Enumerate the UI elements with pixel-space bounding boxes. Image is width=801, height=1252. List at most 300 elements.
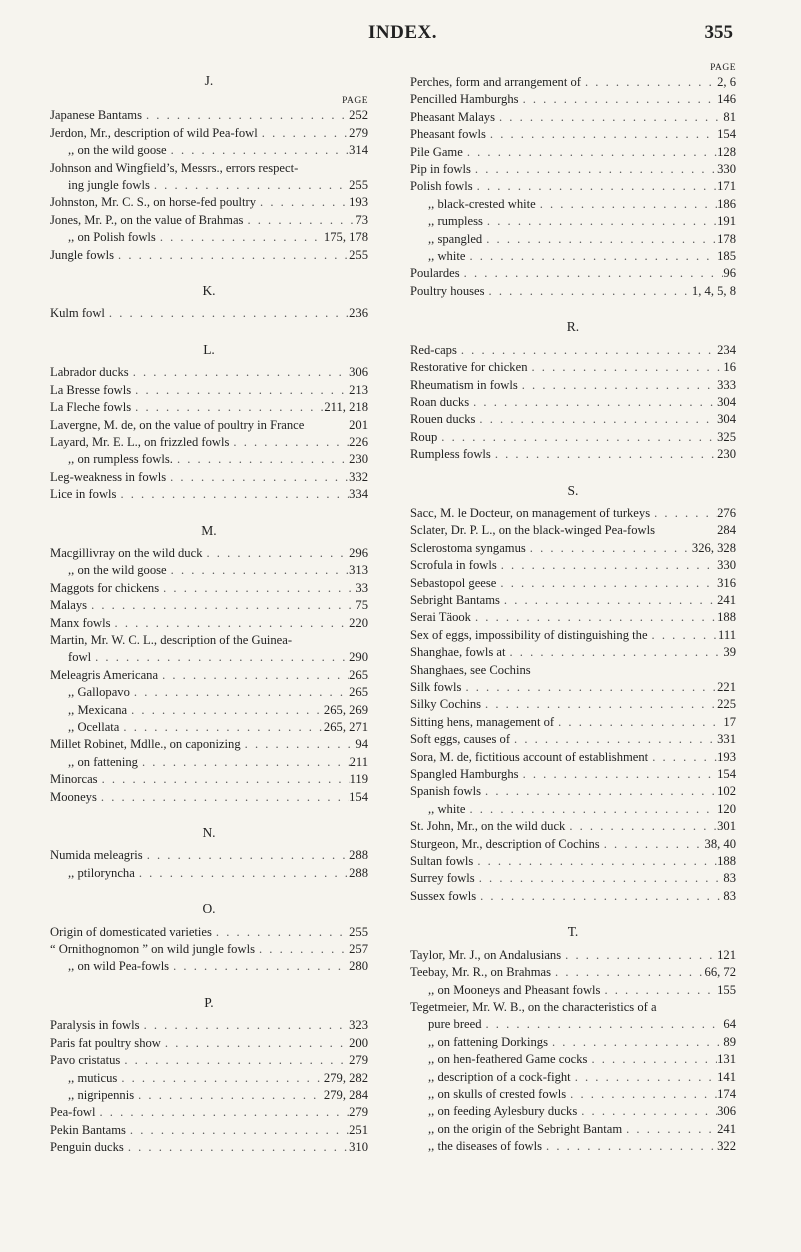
index-term: “ Ornithognomon ” on wild jungle fowls bbox=[50, 942, 255, 957]
leader-dots bbox=[167, 142, 349, 159]
index-term: Japanese Bantams bbox=[50, 108, 142, 123]
leader-dots bbox=[258, 125, 349, 142]
index-entry bbox=[410, 283, 736, 300]
index-term: Pencilled Hamburghs bbox=[410, 92, 519, 107]
index-page-ref: 236 bbox=[349, 306, 368, 321]
index-entry bbox=[410, 947, 736, 964]
index-entry bbox=[50, 1087, 368, 1104]
index-page-ref: 288 bbox=[349, 865, 368, 880]
index-term: Sacc, M. le Docteur, on management of turkeys bbox=[410, 505, 651, 520]
index-term: ,, black-crested white bbox=[428, 196, 536, 211]
index-entry bbox=[50, 667, 368, 684]
leader-dots bbox=[126, 1122, 349, 1139]
leader-dots bbox=[469, 394, 717, 411]
index-entry bbox=[50, 1070, 368, 1087]
index-term: Sclerostoma syngamus bbox=[410, 540, 526, 555]
leader-dots bbox=[229, 434, 349, 451]
index-page-ref: 39 bbox=[723, 645, 736, 660]
index-entry bbox=[50, 212, 368, 229]
index-term: Pheasant Malays bbox=[410, 109, 495, 124]
leader-dots bbox=[243, 212, 355, 229]
index-entry bbox=[410, 662, 736, 679]
index-page-ref: 330 bbox=[717, 162, 736, 177]
leader-dots bbox=[256, 194, 349, 211]
index-page-ref: 325 bbox=[717, 429, 736, 444]
index-page-ref: 175, 178 bbox=[323, 230, 368, 245]
index-entry bbox=[50, 125, 368, 142]
leader-dots bbox=[471, 609, 717, 626]
leader-dots bbox=[551, 964, 705, 981]
index-term: Polish fowls bbox=[410, 179, 473, 194]
leader-dots bbox=[482, 231, 717, 248]
index-term: ,, muticus bbox=[68, 1070, 118, 1085]
index-entry bbox=[410, 1086, 736, 1103]
index-entry bbox=[50, 247, 368, 264]
index-term: ,, on Polish fowls bbox=[68, 230, 156, 245]
index-entry bbox=[410, 999, 736, 1016]
index-page-ref: 304 bbox=[717, 394, 736, 409]
index-term: ,, Gallopavo bbox=[68, 685, 130, 700]
index-term: Origin of domesticated varieties bbox=[50, 924, 212, 939]
leader-dots bbox=[622, 1121, 717, 1138]
leader-dots bbox=[475, 411, 717, 428]
leader-dots bbox=[131, 382, 349, 399]
index-page-ref: 38, 40 bbox=[704, 836, 736, 851]
section-spacer bbox=[410, 905, 736, 913]
index-term: ,, ptiloryncha bbox=[68, 865, 135, 880]
page-number: 355 bbox=[704, 22, 733, 43]
index-entry bbox=[50, 160, 368, 177]
index-term: Silk fowls bbox=[410, 680, 462, 694]
index-page-ref: 252 bbox=[349, 108, 368, 123]
index-term: ,, the diseases of fowls bbox=[428, 1139, 543, 1154]
index-entry bbox=[50, 684, 368, 701]
index-entry bbox=[50, 649, 368, 666]
index-term: ,, spangled bbox=[428, 231, 483, 246]
index-entry bbox=[50, 941, 368, 958]
leader-dots bbox=[461, 679, 717, 696]
index-page-ref: 131 bbox=[717, 1052, 736, 1067]
index-page-ref: 330 bbox=[717, 558, 736, 573]
index-entry bbox=[410, 964, 736, 981]
section-spacer bbox=[50, 882, 368, 890]
index-entry bbox=[410, 766, 736, 783]
index-term: Sussex fowls bbox=[410, 888, 477, 903]
index-page-ref: 279, 282 bbox=[323, 1070, 368, 1085]
index-page-ref: 226 bbox=[349, 434, 368, 449]
leader-dots bbox=[648, 749, 717, 766]
index-entry bbox=[410, 836, 736, 853]
index-page-ref: 334 bbox=[349, 487, 368, 502]
index-term: Spangled Hamburghs bbox=[410, 767, 519, 782]
index-entry bbox=[410, 888, 736, 905]
index-term: ,, rumpless bbox=[428, 214, 483, 229]
index-entry bbox=[410, 505, 736, 522]
index-term: ,, Ocellata bbox=[68, 720, 120, 734]
index-entry bbox=[410, 627, 736, 644]
leader-dots bbox=[158, 667, 349, 684]
index-entry bbox=[410, 429, 736, 446]
leader-dots bbox=[156, 229, 324, 246]
index-entry bbox=[50, 177, 368, 194]
section-letter: O. bbox=[202, 901, 216, 917]
index-entry bbox=[50, 789, 368, 806]
index-entry bbox=[410, 575, 736, 592]
index-entry bbox=[410, 540, 736, 557]
index-term: Taylor, Mr. J., on Andalusians bbox=[410, 947, 562, 962]
index-entry bbox=[410, 377, 736, 394]
leader-dots bbox=[117, 1070, 324, 1087]
index-entry bbox=[50, 194, 368, 211]
index-entry bbox=[410, 818, 736, 835]
page-column-label: PAGE bbox=[342, 96, 368, 107]
leader-dots bbox=[486, 126, 717, 143]
index-page-ref: 66, 72 bbox=[704, 965, 736, 980]
index-term: Manx fowls bbox=[50, 615, 111, 630]
leader-dots bbox=[473, 853, 717, 870]
index-entry bbox=[50, 580, 368, 597]
index-entry bbox=[50, 107, 368, 124]
index-term: St. John, Mr., on the wild duck bbox=[410, 819, 566, 834]
leader-dots bbox=[500, 592, 717, 609]
index-term: Paris fat poultry show bbox=[50, 1035, 161, 1050]
index-entry bbox=[50, 1035, 368, 1052]
index-entry bbox=[410, 213, 736, 230]
index-term: Sebright Bantams bbox=[410, 592, 500, 607]
index-page-ref: 102 bbox=[717, 784, 736, 799]
index-page-ref: 225 bbox=[717, 697, 736, 712]
index-term: Numida meleagris bbox=[50, 848, 143, 863]
index-term: ,, white bbox=[428, 249, 466, 264]
leader-dots bbox=[255, 941, 349, 958]
index-page-ref: 279, 284 bbox=[323, 1087, 368, 1102]
index-term: ,, on rumpless fowls. bbox=[68, 452, 173, 467]
index-page-ref: 185 bbox=[717, 249, 736, 264]
leader-dots bbox=[463, 144, 717, 161]
index-page-ref: 213 bbox=[349, 382, 368, 397]
leader-dots bbox=[542, 1138, 717, 1155]
index-page-ref: 331 bbox=[717, 732, 736, 747]
index-page-ref: 279 bbox=[349, 125, 368, 140]
index-page-ref: 188 bbox=[717, 610, 736, 625]
leader-dots bbox=[124, 1139, 349, 1156]
leader-dots bbox=[497, 557, 717, 574]
index-page-ref: 304 bbox=[717, 412, 736, 427]
index-entry bbox=[410, 342, 736, 359]
index-entry bbox=[410, 109, 736, 126]
leader-dots bbox=[97, 789, 349, 806]
leader-dots bbox=[173, 451, 349, 468]
index-page-ref: 94 bbox=[355, 737, 368, 752]
leader-dots bbox=[119, 719, 324, 736]
index-page-ref: 333 bbox=[717, 377, 736, 392]
index-term: Shanghae, fowls at bbox=[410, 645, 506, 660]
leader-dots bbox=[203, 545, 350, 562]
index-page-ref: 290 bbox=[349, 650, 368, 665]
index-page-ref: 326, 328 bbox=[691, 540, 736, 555]
leader-dots bbox=[140, 1017, 350, 1034]
index-term: Surrey fowls bbox=[410, 871, 475, 886]
index-entry bbox=[410, 1051, 736, 1068]
index-page-ref: 306 bbox=[349, 365, 368, 380]
index-entry bbox=[410, 126, 736, 143]
leader-dots bbox=[87, 597, 355, 614]
index-term: Lavergne, M. de, on the value of poultry in France bbox=[50, 417, 305, 432]
index-entry bbox=[50, 142, 368, 159]
index-term: ,, nigripennis bbox=[68, 1087, 135, 1102]
index-entry bbox=[50, 1052, 368, 1069]
index-entry bbox=[50, 597, 368, 614]
index-entry bbox=[410, 982, 736, 999]
index-entry bbox=[50, 486, 368, 503]
index-term: La Fleche fowls bbox=[50, 400, 132, 415]
index-term: Sex of eggs, impossibility of distinguishing the bbox=[410, 627, 648, 642]
index-page-ref: 186 bbox=[717, 196, 736, 211]
leader-dots bbox=[134, 1087, 324, 1104]
index-term: Labrador ducks bbox=[50, 365, 129, 380]
index-page-ref: 191 bbox=[717, 214, 736, 229]
index-entry bbox=[410, 1016, 736, 1033]
index-page-ref: 220 bbox=[349, 615, 368, 630]
index-term: pure breed bbox=[428, 1017, 482, 1032]
index-page-ref: 241 bbox=[717, 1121, 736, 1136]
index-term: Rumpless fowls bbox=[410, 447, 491, 462]
index-entry bbox=[50, 1122, 368, 1139]
index-entry bbox=[50, 865, 368, 882]
index-page-ref: 201 bbox=[349, 417, 368, 432]
leader-dots bbox=[465, 248, 717, 265]
leader-dots bbox=[471, 161, 717, 178]
leader-dots bbox=[526, 540, 692, 557]
index-entry bbox=[50, 719, 368, 736]
index-term: Paralysis in fowls bbox=[50, 1018, 140, 1033]
leader-dots bbox=[519, 766, 718, 783]
index-entry bbox=[410, 359, 736, 376]
index-page-ref: 306 bbox=[717, 1104, 736, 1119]
section-spacer bbox=[410, 1156, 736, 1164]
leader-dots bbox=[566, 1086, 717, 1103]
index-term: Pekin Bantams bbox=[50, 1122, 126, 1137]
leader-dots bbox=[577, 1103, 717, 1120]
index-term: Rouen ducks bbox=[410, 412, 476, 427]
index-page-ref: 154 bbox=[717, 127, 736, 142]
leader-dots bbox=[571, 1069, 717, 1086]
index-page-ref: 255 bbox=[349, 247, 368, 262]
index-entry bbox=[50, 229, 368, 246]
leader-dots bbox=[138, 754, 350, 771]
leader-dots bbox=[212, 924, 349, 941]
left-column bbox=[50, 62, 368, 1165]
index-page-ref: 234 bbox=[717, 342, 736, 357]
leader-dots bbox=[510, 731, 717, 748]
index-entry bbox=[410, 783, 736, 800]
index-term: Jones, Mr. P., on the value of Brahmas bbox=[50, 212, 244, 227]
index-page-ref: 296 bbox=[349, 545, 368, 560]
index-page-ref: 332 bbox=[349, 469, 368, 484]
section-spacer bbox=[50, 504, 368, 512]
index-page-ref: 279 bbox=[349, 1105, 368, 1120]
index-term: Minorcas bbox=[50, 772, 98, 787]
index-page-ref: 81 bbox=[723, 109, 736, 124]
leader-dots bbox=[135, 865, 349, 882]
index-entry bbox=[50, 305, 368, 322]
index-entry bbox=[410, 592, 736, 609]
index-entry bbox=[410, 196, 736, 213]
index-page-ref: 111 bbox=[718, 627, 736, 642]
index-page-ref: 146 bbox=[717, 92, 736, 107]
index-term: Martin, Mr. W. C. L., description of the Guinea- bbox=[50, 632, 293, 647]
section-spacer bbox=[50, 323, 368, 331]
index-entry bbox=[410, 394, 736, 411]
index-term: Johnson and Wingfield’s, Messrs., errors respect- bbox=[50, 160, 299, 175]
section-letter: M. bbox=[201, 522, 217, 538]
leader-dots bbox=[169, 958, 349, 975]
index-page-ref: 193 bbox=[717, 749, 736, 764]
leader-dots bbox=[159, 580, 355, 597]
index-term: Teebay, Mr. R., on Brahmas bbox=[410, 965, 552, 980]
leader-dots bbox=[481, 696, 717, 713]
leader-dots bbox=[491, 446, 717, 463]
index-entry bbox=[410, 714, 736, 731]
leader-dots bbox=[481, 783, 717, 800]
section-letter: K. bbox=[202, 283, 216, 299]
index-page-ref: 314 bbox=[349, 143, 368, 158]
section-spacer bbox=[50, 1157, 368, 1165]
index-term: Lice in fowls bbox=[50, 487, 117, 502]
leader-dots bbox=[167, 562, 349, 579]
index-entry bbox=[50, 771, 368, 788]
section-spacer bbox=[50, 264, 368, 272]
leader-dots bbox=[95, 1104, 349, 1121]
leader-dots bbox=[600, 836, 705, 853]
right-column bbox=[410, 62, 736, 1164]
index-term: Sturgeon, Mr., description of Cochins bbox=[410, 836, 600, 851]
index-page-ref: 255 bbox=[349, 924, 368, 939]
index-page-ref: 265, 271 bbox=[323, 720, 368, 734]
index-term: Jerdon, Mr., description of wild Pea-fowl bbox=[50, 125, 258, 140]
index-term: Millet Robinet, Mdlle., on caponizing bbox=[50, 737, 241, 752]
running-head-title: INDEX. bbox=[368, 22, 437, 43]
index-page-ref: 83 bbox=[723, 871, 736, 886]
index-page-ref: 211, 218 bbox=[324, 400, 368, 415]
index-term: Rheumatism in fowls bbox=[410, 377, 518, 392]
index-page-ref: 211 bbox=[349, 754, 368, 769]
leader-dots bbox=[495, 109, 723, 126]
index-term: Maggots for chickens bbox=[50, 580, 160, 595]
index-entry bbox=[50, 545, 368, 562]
index-entry bbox=[410, 644, 736, 661]
index-page-ref: 64 bbox=[723, 1017, 736, 1032]
index-term: ,, on the wild goose bbox=[68, 563, 167, 578]
index-page-ref: 251 bbox=[349, 1122, 368, 1137]
index-term: Leg-weakness in fowls bbox=[50, 469, 167, 484]
index-entry bbox=[410, 231, 736, 248]
leader-dots bbox=[581, 74, 717, 91]
index-term: Red-caps bbox=[410, 342, 457, 357]
index-entry bbox=[410, 265, 736, 282]
leader-dots bbox=[131, 399, 324, 416]
index-entry bbox=[410, 731, 736, 748]
leader-dots bbox=[482, 1016, 724, 1033]
index-entry bbox=[410, 1034, 736, 1051]
index-term: ,, on fattening bbox=[68, 754, 138, 769]
index-page-ref: 279 bbox=[349, 1053, 368, 1068]
index-entry bbox=[410, 522, 736, 539]
index-entry bbox=[50, 958, 368, 975]
index-term: Pavo cristatus bbox=[50, 1053, 121, 1068]
index-page-ref: 1, 4, 5, 8 bbox=[691, 283, 736, 298]
index-entry bbox=[410, 696, 736, 713]
index-term: Meleagris Americana bbox=[50, 667, 159, 682]
index-term: ,, Mexicana bbox=[68, 702, 128, 717]
leader-dots bbox=[127, 702, 324, 719]
index-term: Pip in fowls bbox=[410, 162, 471, 177]
leader-dots bbox=[548, 1034, 723, 1051]
section-spacer bbox=[50, 976, 368, 984]
index-term: Pheasant fowls bbox=[410, 127, 486, 142]
leader-dots bbox=[143, 847, 349, 864]
index-entry bbox=[410, 609, 736, 626]
index-page-ref: 119 bbox=[349, 772, 368, 787]
leader-dots bbox=[142, 107, 349, 124]
index-entry bbox=[410, 1138, 736, 1155]
index-page-ref: 313 bbox=[349, 563, 368, 578]
index-entry bbox=[50, 562, 368, 579]
section-letter: R. bbox=[566, 319, 580, 335]
index-term: Sebastopol geese bbox=[410, 575, 497, 590]
index-term: Perches, form and arrangement of bbox=[410, 75, 581, 89]
index-term: Shanghaes, see Cochins bbox=[410, 662, 531, 677]
index-term: Scrofula in fowls bbox=[410, 558, 497, 573]
leader-dots bbox=[120, 1052, 349, 1069]
index-term: Spanish fowls bbox=[410, 784, 482, 799]
index-entry bbox=[50, 1017, 368, 1034]
index-term: Sitting hens, management of bbox=[410, 714, 555, 729]
index-entry bbox=[410, 679, 736, 696]
index-term: Tegetmeier, Mr. W. B., on the characteristics of a bbox=[410, 999, 657, 1014]
leader-dots bbox=[565, 818, 717, 835]
index-term: Serai Täook bbox=[410, 610, 471, 625]
index-entry bbox=[50, 451, 368, 468]
index-entry bbox=[410, 248, 736, 265]
index-term: ,, on feeding Aylesbury ducks bbox=[428, 1104, 578, 1119]
leader-dots bbox=[105, 305, 349, 322]
index-term: Poultry houses bbox=[410, 283, 485, 298]
section-letter: T. bbox=[567, 924, 579, 940]
index-page-ref: 276 bbox=[717, 505, 736, 520]
index-page-ref: 33 bbox=[355, 580, 368, 595]
section-letter: J. bbox=[204, 73, 214, 88]
index-page-ref: 75 bbox=[355, 598, 368, 613]
leader-dots bbox=[485, 283, 692, 300]
leader-dots bbox=[241, 736, 356, 753]
index-entry bbox=[50, 847, 368, 864]
index-page-ref: 310 bbox=[349, 1140, 368, 1155]
leader-dots bbox=[518, 377, 717, 394]
leader-dots bbox=[476, 888, 723, 905]
index-term: Pile Game bbox=[410, 144, 463, 159]
leader-dots bbox=[483, 213, 717, 230]
leader-dots bbox=[161, 1035, 349, 1052]
index-term: La Bresse fowls bbox=[50, 382, 132, 397]
leader-dots bbox=[460, 265, 724, 282]
index-term: Sora, M. de, fictitious account of establishment bbox=[410, 749, 649, 764]
index-entry bbox=[50, 434, 368, 451]
index-term: Poulardes bbox=[410, 266, 460, 281]
index-page-ref: 128 bbox=[717, 144, 736, 159]
index-page-ref: 141 bbox=[717, 1069, 736, 1084]
leader-dots bbox=[129, 364, 349, 381]
